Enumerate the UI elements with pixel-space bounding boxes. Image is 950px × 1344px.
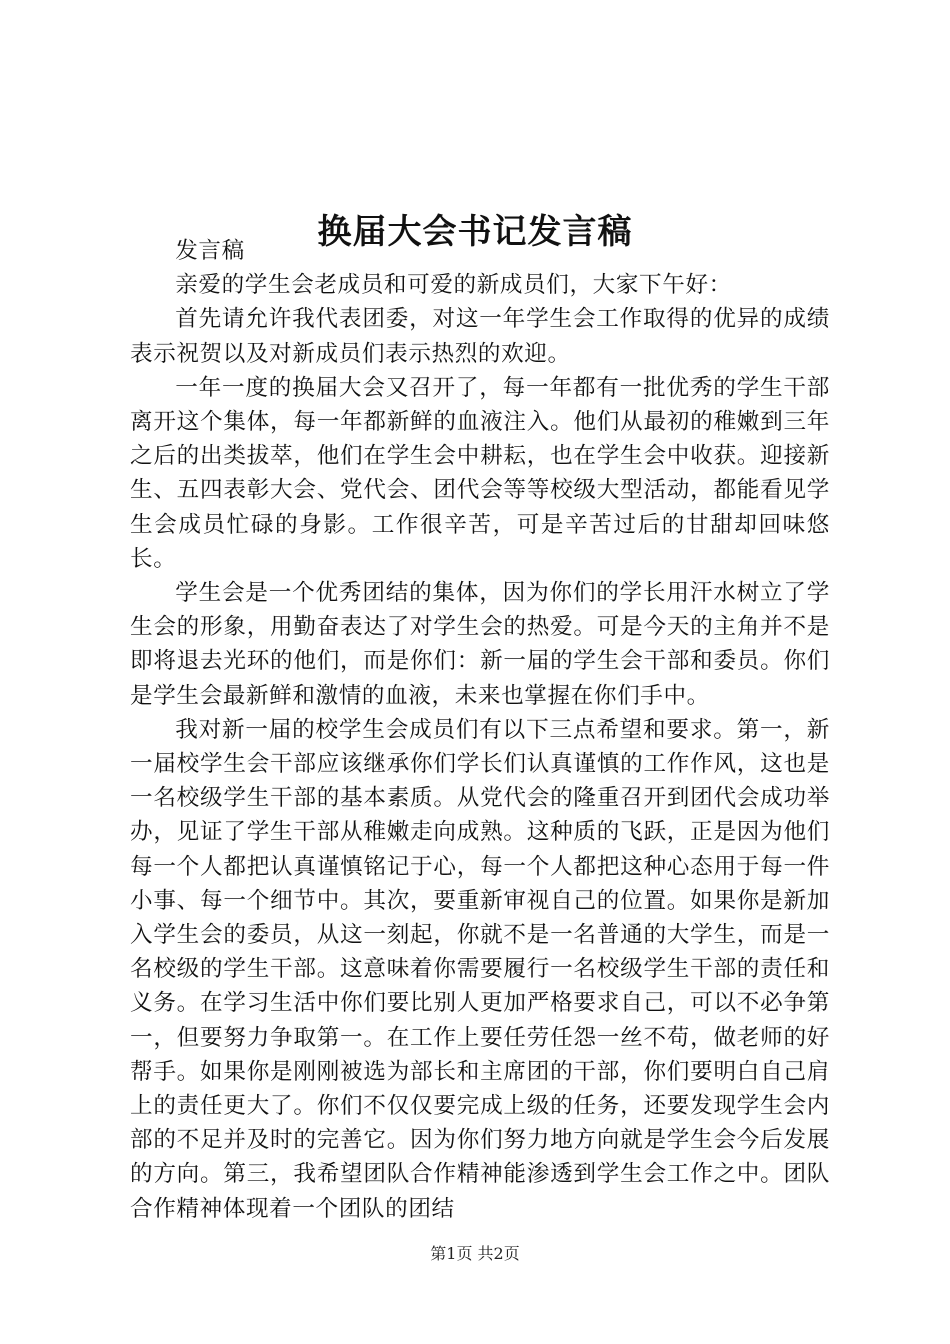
paragraph-greeting: 亲爱的学生会老成员和可爱的新成员们，大家下午好：: [175, 272, 732, 299]
paragraph-welcome: 首先请允许我代表团委，对这一年学生会工作取得的优异的成绩表示祝贺以及对新成员们表示热烈的欢迎。: [130, 306, 830, 367]
page-footer: 第1页 共2页: [430, 1244, 520, 1263]
paragraph-annual-meeting: 一年一度的换届大会又召开了，每一年都有一批优秀的学生干部离开这个集体，每一年都新鲜的血液注入。他们从最初的稚嫩到三年之后的出类拔萃，他们在学生会中耕耘，也在学生会中收获。迎接新生、五四表彰大会、党代会、团代会等等校级大型活动，都能看见学生会成员忙碌的身影。工作很辛苦，可是辛苦过后的甘甜却回味悠长。: [130, 374, 830, 572]
page-title: 换届大会书记发言稿: [317, 211, 633, 252]
document-body: [130, 234, 830, 1226]
paragraph-collective: 学生会是一个优秀团结的集体，因为你们的学长用汗水树立了学生会的形象，用勤奋表达了对学生会的热爱。可是今天的主角并不是即将退去光环的他们，而是你们：新一届的学生会干部和委员。你们是学生会最新鲜和激情的血液，未来也掌握在你们手中。: [130, 580, 830, 709]
paragraph-requirements: 我对新一届的校学生会成员们有以下三点希望和要求。第一，新一届校学生会干部应该继承你们学长们认真谨慎的工作作风，这也是一名校级学生干部的基本素质。从党代会的隆重召开到团代会成功举办，见证了学生干部从稚嫩走向成熟。这种质的飞跃，正是因为他们每一个人都把认真谨慎铭记于心，每一个人都把这种心态用于每一件小事、每一个细节中。其次，要重新审视自己的位置。如果你是新加入学生会的委员，从这一刻起，你就不是一名普通的大学生，而是一名校级的学生干部。这意味着你需要履行一名校级学生干部的责任和义务。在学习生活中你们要比别人更加严格要求自己，可以不必争第一，但要努力争取第一。在工作上要任劳任怨一丝不苟，做老师的好帮手。如果你是刚刚被选为部长和主席团的干部，你们要明白自己肩上的责任更大了。你们不仅仅要完成上级的任务，还要发现学生会内部的不足并及时的完善它。因为你们努力地方向就是学生会今后发展的方向。第三，我希望团队合作精神能渗透到学生会工作之中。团队合作精神体现着一个团队的团结: [130, 716, 830, 1222]
paragraph-label: 发言稿: [175, 238, 245, 264]
